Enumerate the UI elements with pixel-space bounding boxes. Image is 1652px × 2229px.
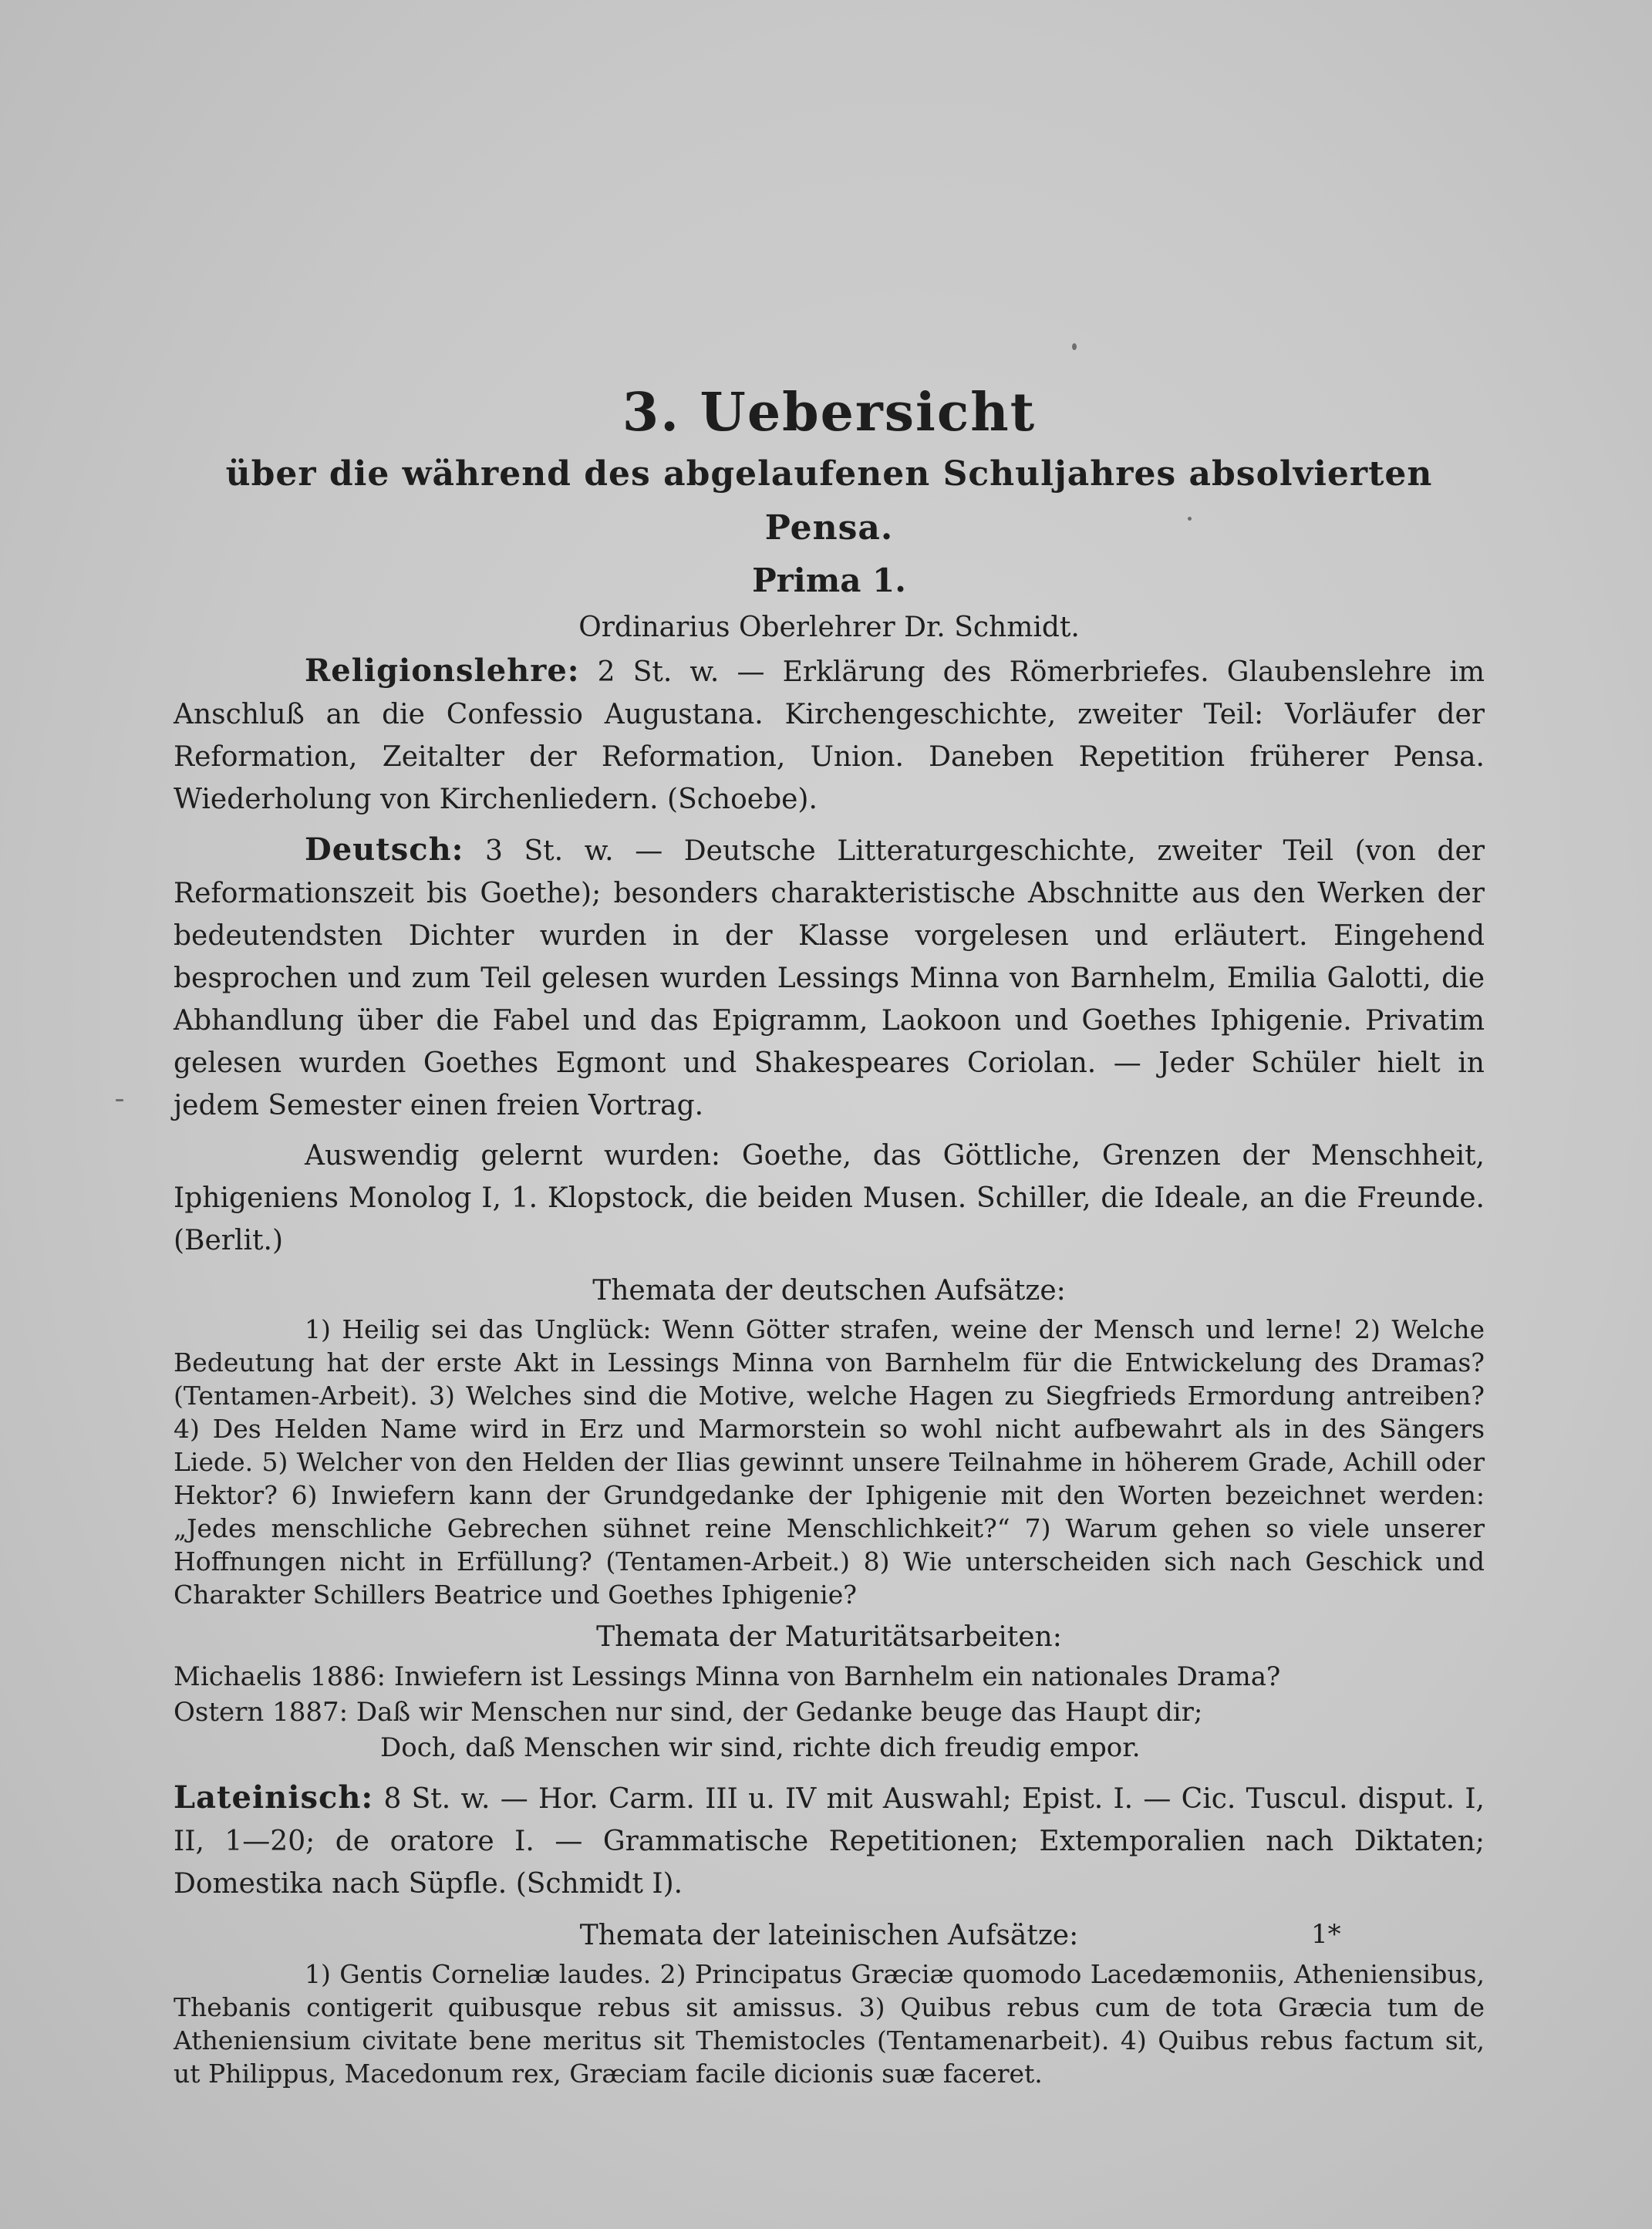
deutsch-memorized: Auswendig gelernt wurden: Goethe, das Göttliche, Grenzen der Menschheit, Iphigeniens Monolog I, 1. Klopstock, die beiden Musen. Schiller, die Ideale, an die Freunde. (Berlit.) — [174, 1140, 1485, 1256]
page-speck — [116, 1099, 123, 1101]
deutsch-paragraph — [174, 828, 1485, 1127]
latein-essays: 1) Gentis Corneliæ laudes. 2) Principatus Græciæ quomodo Lacedæmoniis, Atheniensibus, Thebanis contigerit quibusque rebus sit amissus. 3) Quibus rebus cum de tota Græcia tum de Atheniensium civitate bene meritus sit Themistocles (Tentamenarbeit). 4) Quibus rebus factum sit, ut Philippus, Macedonum rex, Græciam facile dicionis suæ faceret. — [174, 1959, 1485, 2089]
section-number-title: 3. Uebersicht — [622, 382, 1037, 443]
religion-label: Religionslehre: — [305, 653, 580, 689]
section-subtitle: über die während des abgelaufenen Schuljahres absolvierten Pensa. — [225, 454, 1433, 548]
class-title: Prima 1. — [752, 561, 906, 599]
deutsch-essays: 1) Heilig sei das Unglück: Wenn Götter strafen, weine der Mensch und lerne! 2) Welche Bedeutung hat der erste Akt in Lessings Minna von Barnhelm für die Entwickelung des Dramas? (Tentamen-Arbeit). 3) Welches sind die Motive, welche Hagen zu Siegfrieds Ermordung antreiben? 4) Des Helden Name wird in Erz und Marmorstein so wohl nicht aufbewahrt als in des Sängers Liede. 5) Welcher von den Helden der Ilias gewinnt unsere Teilnahme in höherem Grade, Achill oder Hektor? 6) Inwiefern kann der Grundgedanke der Iphigenie mit den Worten bezeichnet werden: „Jedes menschliche Gebrechen sühnet reine Menschlichkeit?“ 7) Warum gehen so viele unserer Hoffnungen nicht in Erfüllung? (Tentamen-Arbeit.) 8) Wie unterscheiden sich nach Geschick und Charakter Schillers Beatrice und Goethes Iphigenie? — [174, 1314, 1485, 1610]
latein-label: Lateinisch: — [174, 1779, 374, 1816]
page-speck — [1072, 343, 1077, 350]
deutsch-essays-title: Themata der deutschen Aufsätze: — [592, 1275, 1066, 1307]
latein-text: 8 St. w. — Hor. Carm. III u. IV mit Auswahl; Epist. I. — Cic. Tuscul. disput. I, II, 1—20; de oratore I. — Grammatische Repetitionen; Extemporalien nach Diktaten; Domestika nach Süpfle. (Schmidt I). — [174, 1783, 1485, 1900]
maturity-ostern-line-1: Ostern 1887: Daß wir Menschen nur sind, der Gedanke beuge das Haupt dir; — [174, 1697, 1203, 1728]
deutsch-label: Deutsch: — [305, 831, 464, 868]
religion-text: 2 St. w. — Erklärung des Römerbriefes. Glaubenslehre im Anschluß an die Confessio Augustana. Kirchengeschichte, zweiter Teil: Vorläufer der Reformation, Zeitalter der Reformation, Union. Daneben Repetition früherer Pensa. Wiederholung von Kirchenliedern. (Schoebe). — [174, 656, 1485, 815]
maturity-title: Themata der Maturitätsarbeiten: — [596, 1621, 1062, 1653]
latein-paragraph — [174, 1776, 1485, 1905]
maturity-michaelis: Michaelis 1886: Inwiefern ist Lessings Minna von Barnhelm ein nationales Drama? — [174, 1661, 1281, 1692]
maturity-topics — [174, 1659, 1485, 1765]
latein-essays-title: Themata der lateinischen Aufsätze: — [579, 1920, 1079, 1951]
signature-mark: 1* — [1311, 1919, 1341, 1950]
religion-paragraph — [174, 649, 1485, 821]
maturity-ostern-line-2: Doch, daß Menschen wir sind, richte dich freudig empor. — [380, 1732, 1141, 1763]
deutsch-text: 3 St. w. — Deutsche Litteraturgeschichte, zweiter Teil (von der Reformationszeit bis Goethe); besonders charakteristische Abschnitte aus den Werken der bedeutendsten Dichter wurden in der Klasse vorgelesen und erläutert. Eingehend besprochen und zum Teil gelesen wurden Lessings Minna von Barnhelm, Emilia Galotti, die Abhandlung über die Fabel und das Epigramm, Laokoon und Goethes Iphigenie. Privatim gelesen wurden Goethes Egmont und Shakespeares Coriolan. — Jeder Schüler hielt in jedem Semester einen freien Vortrag. — [174, 835, 1485, 1121]
document-body — [174, 378, 1485, 2095]
ordinarius-line: Ordinarius Oberlehrer Dr. Schmidt. — [578, 612, 1080, 643]
